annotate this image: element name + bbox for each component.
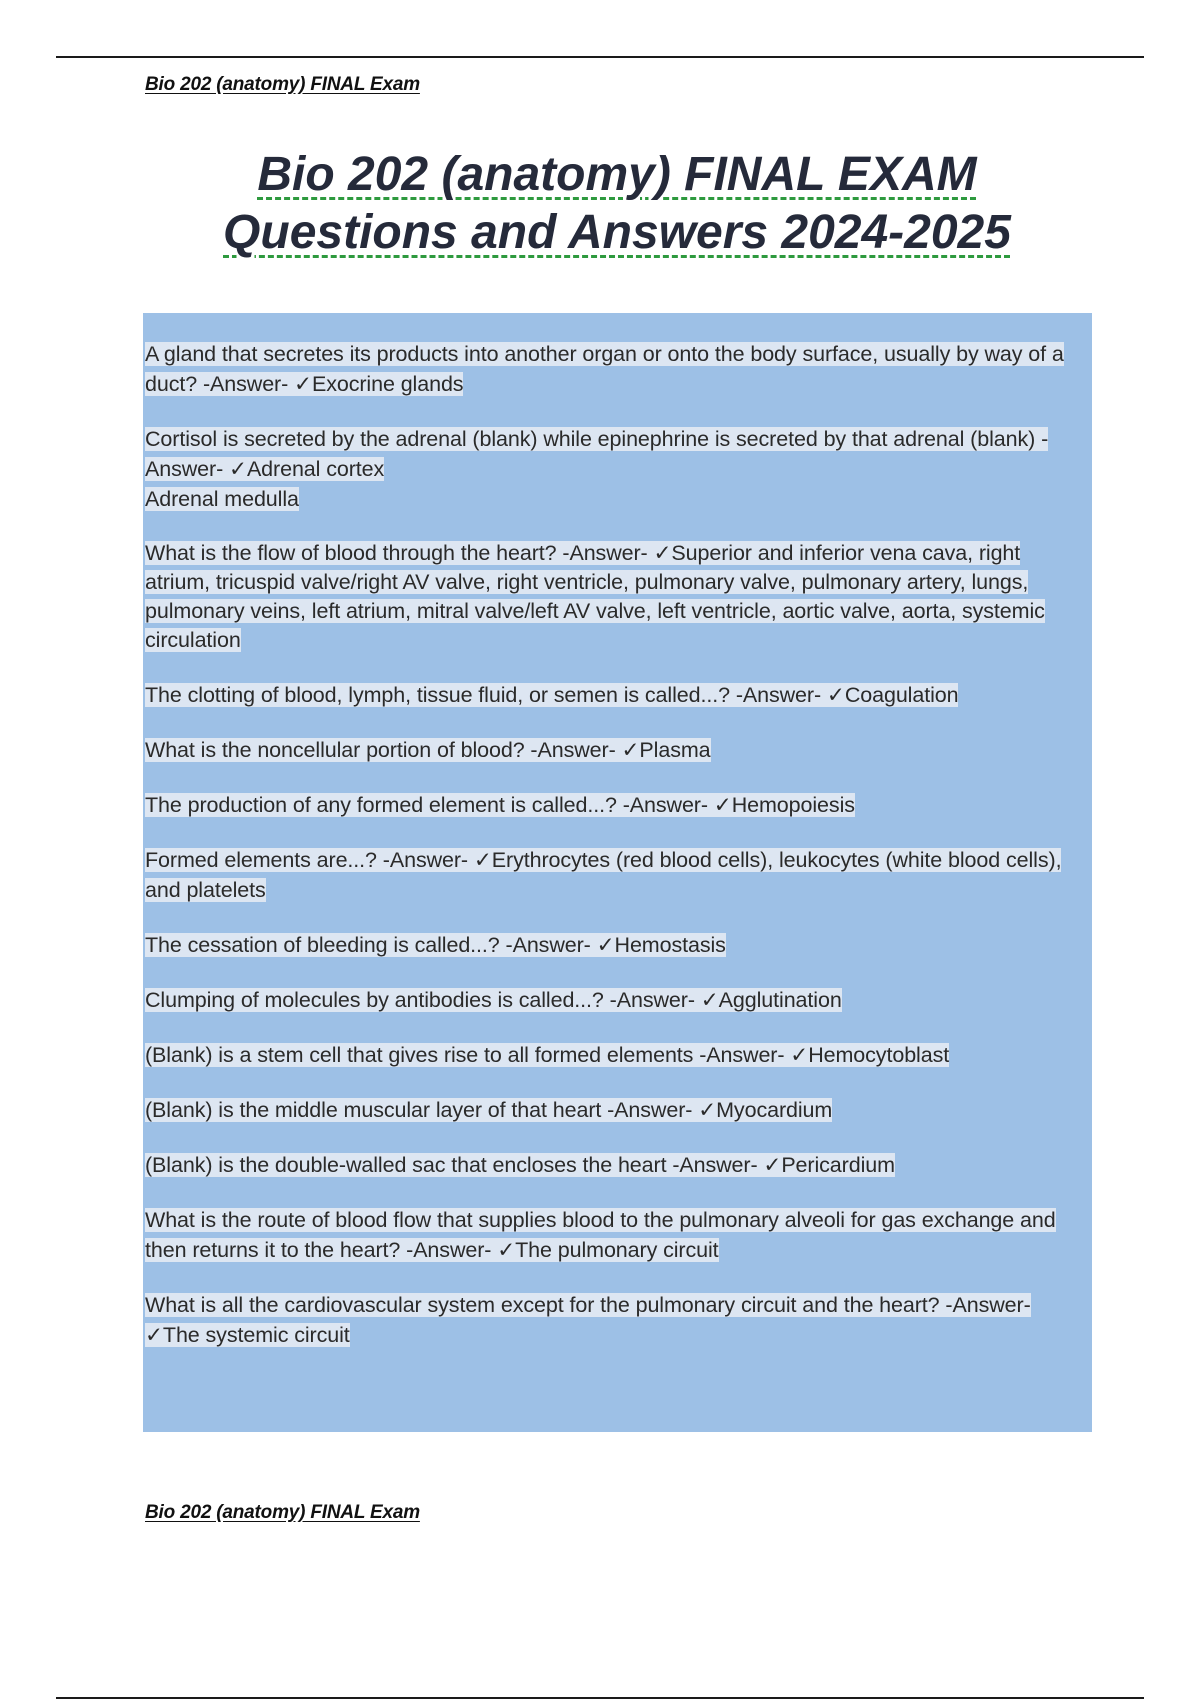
qa-item: What is the route of blood flow that supplies blood to the pulmonary alveoli for gas exchange and then returns it to the heart? -Answer- ✓The pulmonary circuit [145,1208,1056,1262]
qa-item: The clotting of blood, lymph, tissue fluid, or semen is called...? -Answer- ✓Coagulation [145,683,959,707]
running-footer: Bio 202 (anatomy) FINAL Exam [145,1502,420,1523]
title-line-2: Questions and Answers 2024-2025 [223,206,1011,259]
qa-panel [143,313,1092,1432]
page-title [0,146,1200,262]
qa-item: (Blank) is the double-walled sac that encloses the heart -Answer- ✓Pericardium [145,1153,895,1177]
qa-item: What is the noncellular portion of blood? -Answer- ✓Plasma [145,738,711,762]
qa-item: Cortisol is secreted by the adrenal (blank) while epinephrine is secreted by that adrenal (blank) -Answer- ✓Adrenal cortex Adrenal medulla [145,427,1049,511]
qa-item: (Blank) is a stem cell that gives rise to all formed elements -Answer- ✓Hemocytoblast [145,1043,950,1067]
qa-item: A gland that secretes its products into another organ or onto the body surface, usually by way of a duct? -Answer- ✓Exocrine glands [145,342,1064,396]
qa-item: What is all the cardiovascular system except for the pulmonary circuit and the heart? -Answer- ✓The systemic circuit [145,1293,1031,1347]
top-rule [56,56,1144,58]
qa-item: The production of any formed element is called...? -Answer- ✓Hemopoiesis [145,793,855,817]
qa-item: Formed elements are...? -Answer- ✓Erythrocytes (red blood cells), leukocytes (white blood cells), and platelets [145,848,1062,902]
running-header: Bio 202 (anatomy) FINAL Exam [145,74,420,95]
qa-list [145,339,1090,1375]
qa-item: The cessation of bleeding is called...? -Answer- ✓Hemostasis [145,933,726,957]
qa-item: What is the flow of blood through the heart? -Answer- ✓Superior and inferior vena cava, right atrium, tricuspid valve/right AV valve, right ventricle, pulmonary valve, pulmonary artery, lungs, pulmonary veins, left atrium, mitral valve/left AV valve, left ventricle, aortic valve, aorta, systemic circulation [145,541,1045,652]
qa-item: Clumping of molecules by antibodies is called...? -Answer- ✓Agglutination [145,988,842,1012]
qa-item: (Blank) is the middle muscular layer of that heart -Answer- ✓Myocardium [145,1098,833,1122]
bottom-rule [56,1697,1144,1699]
title-line-1: Bio 202 (anatomy) FINAL EXAM [257,148,977,201]
